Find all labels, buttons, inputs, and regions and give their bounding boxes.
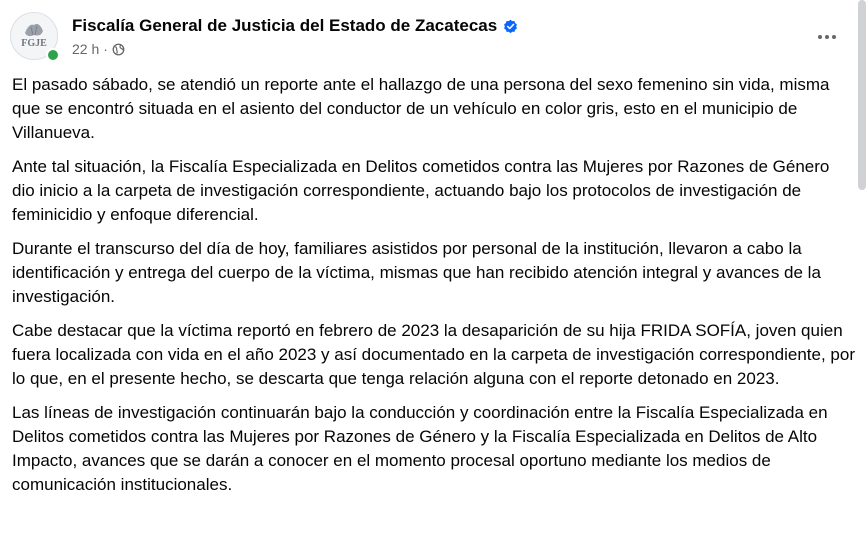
author-row — [72, 16, 518, 36]
post-paragraph: El pasado sábado, se atendió un reporte ante el hallazgo de una persona del sexo femenino sin vida, misma que se encontró situada en el asiento del conductor de un vehículo en color gris, esto en el municipio de Villanueva. — [12, 75, 830, 142]
verified-badge-icon — [503, 19, 518, 34]
scrollbar-thumb[interactable] — [858, 0, 866, 190]
post-paragraph: Ante tal situación, la Fiscalía Especializada en Delitos cometidos contra las Mujeres por Razones de Género dio inicio a la carpeta de investigación correspondiente, actuando bajo los protocolos de investigación de feminicidio y enfoque diferencial. — [12, 157, 830, 224]
post-meta — [72, 41, 125, 57]
globe-icon — [112, 43, 125, 56]
meta-separator: · — [103, 41, 108, 57]
svg-text:FGJE: FGJE — [21, 38, 47, 49]
post-paragraph: Cabe destacar que la víctima reportó en febrero de 2023 la desaparición de su hija FRIDA SOFÍA, joven quien fuera localizada con vida en el año 2023 y así documentado en la carpeta de investigación correspondiente, por lo que, en el presente hecho, se descarta que tenga relación alguna con el reporte detonado en 2023. — [12, 321, 856, 388]
author-name[interactable]: Fiscalía General de Justicia del Estado de Zacatecas — [72, 16, 498, 35]
post-paragraph: Las líneas de investigación continuarán bajo la conducción y coordinación entre la Fiscalía Especializada en Delitos cometidos contra las Mujeres por Razones de Género y la Fiscalía Especializada en Delitos de Alto Impacto, avances que se darán a conocer en el momento procesal oportuno mediante los medios de comunicación institucionales. — [12, 403, 828, 494]
post-paragraph: Durante el transcurso del día de hoy, familiares asistidos por personal de la institución, llevaron a cabo la identificación y entrega del cuerpo de la víctima, mismas que han recibido atención integral y avances de la investigación. — [12, 239, 821, 306]
more-options-icon — [818, 35, 822, 39]
post-time[interactable]: 22 h — [72, 41, 100, 57]
more-options-dot — [825, 35, 829, 39]
post-body — [12, 73, 856, 507]
post-header — [10, 12, 852, 62]
online-status-dot — [46, 48, 60, 62]
more-options-button[interactable] — [810, 20, 844, 54]
more-options-dot — [832, 35, 836, 39]
